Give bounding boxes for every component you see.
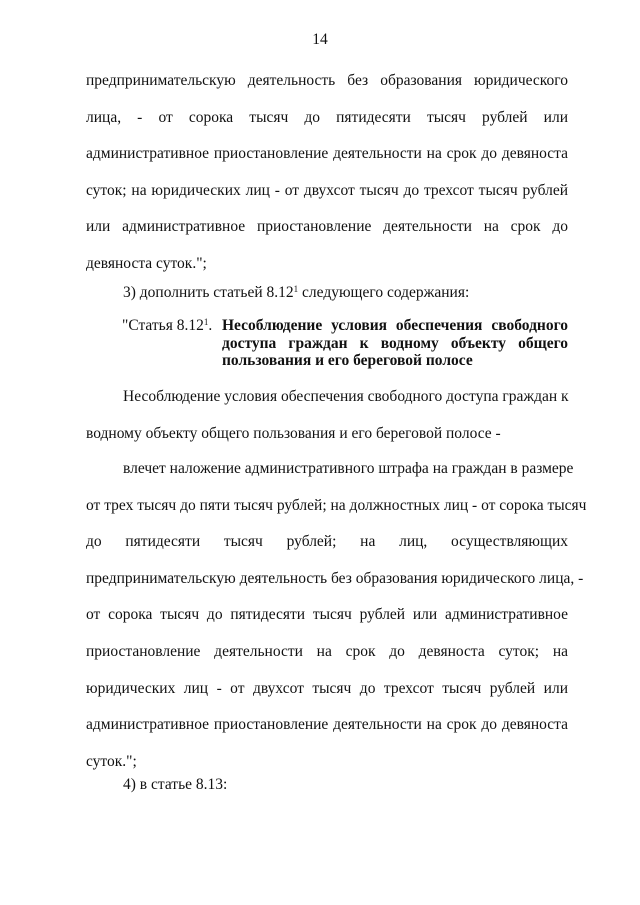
- article-prefix: "Статья 8.12$^1$.: [122, 317, 213, 334]
- text-line: от сорока тысяч до пятидесяти тысяч рублей или административное: [86, 606, 568, 624]
- paragraph-offence: [86, 388, 568, 461]
- text-line: предпринимательскую деятельность без образования юридического лица, -: [86, 569, 584, 587]
- text-line: административное приостановление деятельности на срок до девяноста: [86, 716, 568, 734]
- text-line: до пятидесяти тысяч рублей; на лиц, осуществляющих: [86, 533, 568, 551]
- item-3: [86, 284, 568, 321]
- article-title: Несоблюдение условия обеспечения свободного доступа граждан к водному объекту общего пользования и его береговой полосе: [222, 317, 568, 369]
- text-line: приостановление деятельности на срок до девяноста суток; на: [86, 642, 568, 660]
- item-4: [86, 776, 568, 813]
- text-line: юридических лиц - от двухсот тысяч до трехсот тысяч рублей или: [86, 679, 568, 697]
- text-line: влечет наложение административного штрафа на граждан в размере: [123, 460, 574, 477]
- item-4-line: 4) в статье 8.13:: [123, 776, 228, 793]
- text-line: девяноста суток.";: [86, 254, 207, 272]
- text-line: или административное приостановление деятельности на срок до: [86, 218, 568, 236]
- text-line: лица, - от сорока тысяч до пятидесяти тысяч рублей или: [86, 108, 568, 126]
- text-line: водному объекту общего пользования и его береговой полосе -: [86, 424, 501, 442]
- paragraph-continuation: [86, 72, 568, 292]
- item-3-line: 3) дополнить статьей 8.12$^1$ следующего содержания:: [123, 284, 470, 301]
- text-line: административное приостановление деятельности на срок до девяноста: [86, 145, 568, 163]
- paragraph-penalty: [86, 460, 587, 789]
- text-line: суток; на юридических лиц - от двухсот тысяч до трехсот тысяч рублей: [86, 181, 568, 199]
- text-line: Несоблюдение условия обеспечения свободного доступа граждан к: [123, 388, 569, 405]
- text-line: предпринимательскую деятельность без образования юридического: [86, 72, 568, 89]
- text-line: суток.";: [86, 752, 137, 770]
- text-line: от трех тысяч до пяти тысяч рублей; на должностных лиц - от сорока тысяч: [86, 496, 587, 514]
- page-number: 14: [312, 31, 328, 48]
